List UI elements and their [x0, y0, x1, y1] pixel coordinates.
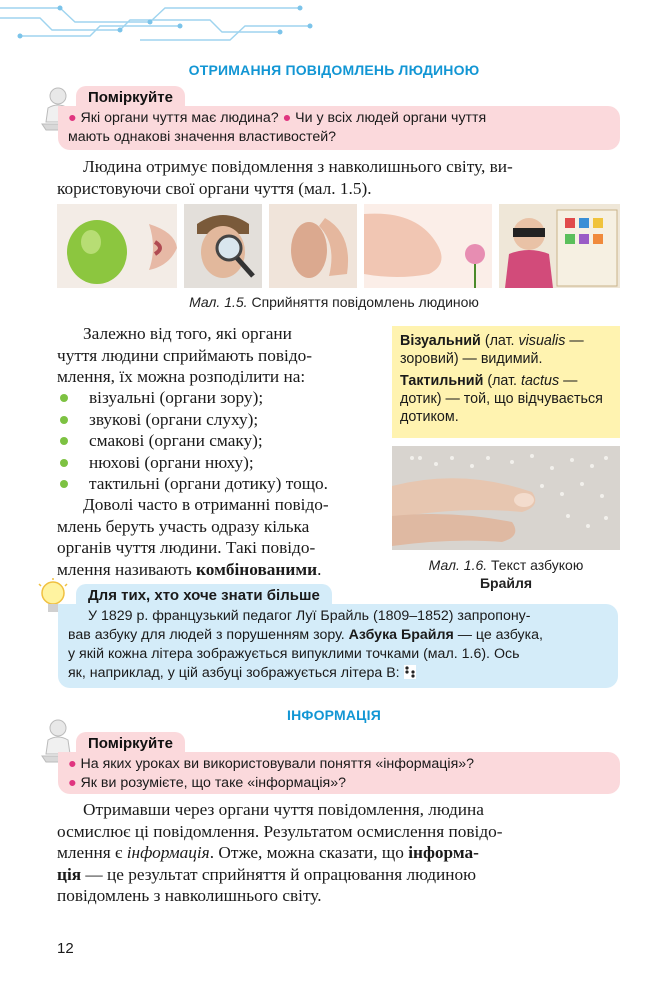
combined-paragraph [57, 494, 375, 580]
touch-photo [499, 204, 620, 288]
bullet-icon [60, 437, 68, 445]
know-line: у якій кожна літера зображується випуклими точками (мал. 1.6). Ось [68, 646, 520, 662]
figure-label: Мал. 1.5. [189, 294, 248, 310]
know-line: як, наприклад, у цій азбуці зображується літера В: [68, 664, 608, 683]
body-line: Доволі часто в отриманні повідо- [83, 495, 329, 514]
list-item: смакові (органи смаку); [60, 430, 378, 452]
know-more-heading: Для тих, хто хоче знати більше [76, 584, 332, 607]
bullet-icon: ● [282, 110, 292, 126]
body-line: чуття людини сприймають повідо- [57, 345, 313, 365]
figure-text: Сприйняття повідомлень людиною [251, 294, 479, 310]
senses-photo-strip [57, 204, 620, 288]
question-2-cont: мають однакові значення властивостей? [68, 129, 337, 145]
intro-line-1: Людина отримує повідомлення з навколишнього світу, ви- [83, 157, 513, 176]
list-item: звукові (органи слуху); [60, 409, 378, 431]
question-2: Чи у всіх людей органи чуття [295, 110, 487, 126]
body-line: млень беруть участь одразу кілька [57, 516, 310, 536]
bullet-icon: ● [68, 775, 77, 791]
braille-photo [392, 446, 620, 550]
question-1: На яких уроках ви використовували поняття «інформація»? [80, 756, 475, 772]
braille-letter-icon [404, 665, 416, 679]
final-line: повідомлень з навколишнього світу. [57, 886, 322, 905]
figure-1-6-caption [392, 556, 620, 592]
page-number: 12 [57, 940, 74, 957]
glossary-tactile: Тактильний (лат. tactus — дотик) — той, що відчувається дотиком. [400, 373, 603, 425]
taste-photo [57, 204, 177, 288]
figure-1-5-caption [0, 294, 668, 310]
know-line: У 1829 р. французький педагог Луї Брайль (1809–1852) запропону- [88, 608, 531, 624]
glossary-visual: Візуальний (лат. visualis — зоровий) — видимий. [400, 333, 584, 367]
bullet-icon: ● [68, 756, 77, 772]
final-line: ція — це результат сприйняття й опрацювання людиною [57, 864, 477, 884]
senses-list [60, 387, 378, 495]
final-line: Отримавши через органи чуття повідомлення, людина [83, 800, 484, 819]
know-line: вав азбуку для людей з порушенням зору. Азбука Брайля — це азбука, [68, 627, 543, 643]
vision-photo [184, 204, 262, 288]
list-item: візуальні (органи зору); [60, 387, 378, 409]
intro-line-2: користовуючи свої органи чуття (мал. 1.5). [57, 178, 372, 198]
hearing-photo [269, 204, 357, 288]
body-paragraph [57, 323, 375, 388]
question-2: Як ви розумієте, що таке «інформація»? [80, 775, 346, 791]
intro-paragraph [57, 156, 620, 199]
body-line: Залежно від того, які органи [83, 324, 292, 343]
glossary-box [392, 326, 620, 438]
list-item: тактильні (органи дотику) тощо. [60, 473, 378, 495]
bullet-icon [60, 416, 68, 424]
know-more-box [58, 604, 618, 688]
term-combined: комбінованими [196, 559, 318, 579]
figure-bold: Брайля [479, 575, 533, 591]
figure-text: Текст азбукою [491, 557, 584, 573]
think-box [58, 752, 620, 794]
think-heading: Поміркуйте [76, 732, 185, 754]
think-box [58, 106, 620, 150]
final-line: осмислює ці повідомлення. Результатом осмислення повідо- [57, 821, 503, 841]
question-1: Які органи чуття має людина? [80, 110, 279, 126]
list-item: нюхові (органи нюху); [60, 452, 378, 474]
figure-label: Мал. 1.6. [428, 557, 488, 573]
circuit-decoration [0, 0, 320, 46]
bullet-icon: ● [68, 110, 77, 126]
think-heading: Поміркуйте [76, 86, 185, 108]
body-line: млення називають комбінованими. [57, 559, 322, 579]
section-title-information: ІНФОРМАЦІЯ [287, 707, 381, 723]
section-title: ОТРИМАННЯ ПОВІДОМЛЕНЬ ЛЮДИНОЮ [188, 62, 480, 78]
bullet-icon [60, 394, 68, 402]
smell-photo [364, 204, 492, 288]
bullet-icon [60, 459, 68, 467]
final-line: млення є інформація. Отже, можна сказати, що інформа- [57, 843, 479, 862]
bullet-icon [60, 480, 68, 488]
body-line: млення, їх можна розподілити на: [57, 367, 306, 386]
body-line: органів чуття людини. Такі повідо- [57, 538, 316, 557]
final-paragraph [57, 799, 620, 907]
